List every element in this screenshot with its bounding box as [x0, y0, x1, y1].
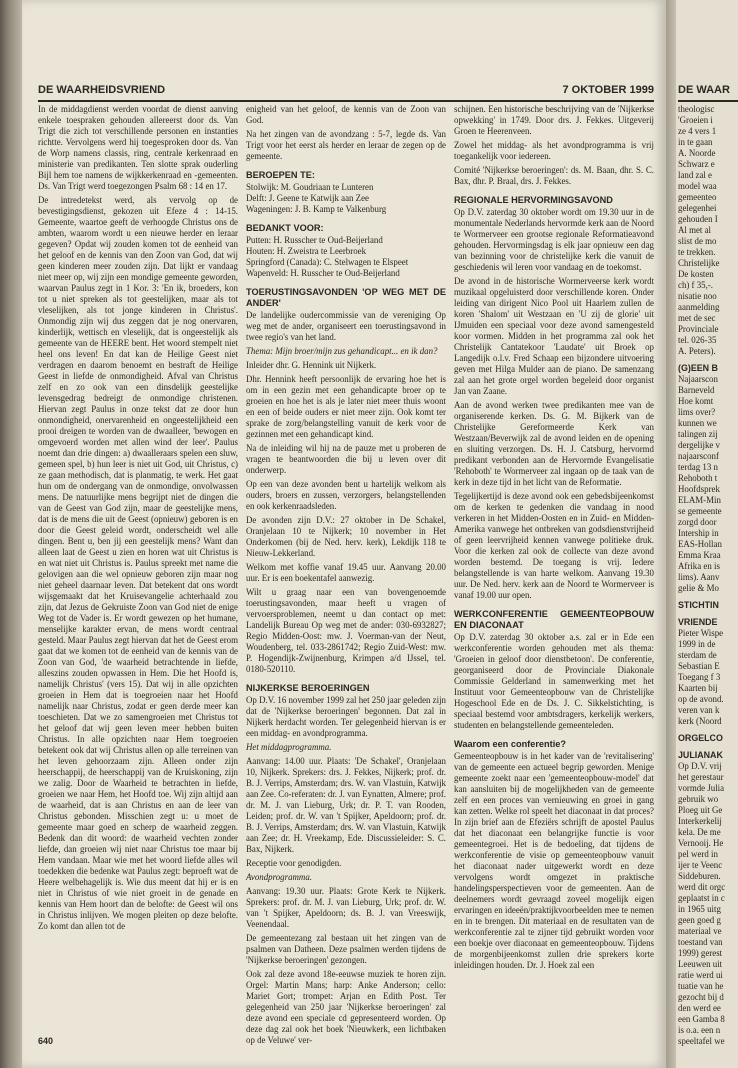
paragraph: Na de inleiding wil hij na de pauze met u proberen de vragen te beantwoorden die bij u leven over dit onderwerp. — [246, 443, 446, 475]
text-line: Interkerkelij — [678, 816, 722, 826]
text-line: 'Groeien i — [678, 115, 713, 125]
paragraph: schijnen. Een historische beschrijving van de 'Nijkerkse opwekking' in 1749. Door drs. J. Fekkes. Uitgeverij Groen te Heerenveen. — [454, 104, 654, 136]
list-item: Delft: J. Geene te Katwijk aan Zee — [246, 193, 369, 203]
text-line: Sebastian E — [678, 661, 720, 671]
paragraph: Ook zal deze avond 18e-eeuwse muziek te horen zijn. Orgel: Martin Mans; harp: Anke Anderson; cello: Mariet Gort; trompet: Arjan en Edith Post. Ter gelegenheid van 250 jaar 'Nijkerkse beroeringen' zal deze avond een speciale cd gepresenteerd worden. Op deze dag zal ook het boek 'Nieuwkerk, een lichtbaken op de Veluwe' ver- — [246, 969, 446, 1045]
paragraph: Dhr. Hennink heeft persoonlijk de ervaring hoe het is om in een gezin met een gehandicapte broer op te groeien en hoe het is als je later niet meer thuis woont en een of beide ouders er niet meer zijn. Ook komt ter sprake de zorg/belangstelling vanuit de kerk voor de gezinnen met een gehandicapt kind. — [246, 374, 446, 439]
text-line: zorgd door — [678, 517, 717, 527]
subheading-middag: Het middagprogramma. — [246, 742, 332, 752]
paragraph: Na het zingen van de avondzang : 5-7, legde ds. Van Trigt voor het eerst als herder en leraar de zegen op de gemeente. — [246, 129, 446, 161]
text-line: Toegang f 3 — [678, 672, 721, 682]
text-line: se gemeente — [678, 506, 722, 516]
text-line: land zal e — [678, 170, 713, 180]
text-line: (G)EEN B — [678, 363, 718, 373]
text-line: A. Peters). — [678, 346, 716, 356]
text-line: Kaarten bij — [678, 683, 718, 693]
text-line: ijer te Veenc — [678, 860, 723, 870]
paragraph: Wilt u graag naar een van bovengenoemde toerustingsavonden, maar heeft u vragen of vervoersproblemen, neemt u dan contact op met: Landelijk Bureau Op weg met de ander: 030-6932827; Regio Midden-Oost: mw. J. Voerman-van der Neut, Woudenberg, tel. 033-2861742; Regio Zuid-West: mw. P. Hogendijk-Zwijnenburg, Krimpen a/d IJssel, tel. 0180-520110. — [246, 587, 446, 674]
text-line: EAS-Hollan — [678, 539, 722, 549]
text-line: ratie werd ui — [678, 970, 723, 980]
text-line: JULIANAK — [678, 750, 723, 760]
text-line: 1999) gerest — [678, 948, 723, 958]
text-line: Barneveld — [678, 385, 715, 395]
text-line: slist de mo — [678, 236, 717, 246]
text-line: pel werd in — [678, 849, 718, 859]
next-page-header — [678, 82, 738, 102]
paragraph: De landelijke oudercommissie van de vereniging Op weg met de ander, organiseert een toerustingsavond in twee regio's van het land. — [246, 310, 446, 342]
text-line: lims). Aanv — [678, 572, 720, 582]
text-line: theologisc — [678, 104, 715, 114]
text-line: terdag 13 n — [678, 462, 718, 472]
text-line: kela. De me — [678, 827, 721, 837]
paragraph: Tegelijkertijd is deze avond ook een gebedsbijeenkomst om de kerken te gedenken die vandaag in nood verkeren in het Midden-Oosten en in Zuid- en Midden-Amerika vanwege het ontbreken van godsdienstvrijheid of geen leervrijheid kennen vanwege politieke druk. Voor die kerken zal ook de collecte van deze avond worden bestemd. De toegang is vrij. Iedere belangstellende is van harte welkom. Aanvang 19.30 uur. De Ned. herv. kerk aan de Noord te Wormerveer is vanaf 19.00 uur open. — [454, 491, 654, 600]
paragraph: De gemeentezang zal bestaan uit het zingen van de psalmen van Datheen. Deze psalmen werden tijdens de 'Nijkerkse beroeringen' gezongen. — [246, 933, 446, 965]
text-line: op de avond. — [678, 694, 724, 704]
text-line: ELAM-Min — [678, 495, 721, 505]
text-line: kerk (Noord — [678, 716, 722, 726]
text-line: Hoofdsprek — [678, 484, 720, 494]
text-line: gebruik wo — [678, 794, 719, 804]
text-line: te trekken. — [678, 247, 716, 257]
text-line: Schwarz e — [678, 159, 715, 169]
paragraph: Op D.V. zaterdag 30 oktober wordt om 19.30 uur in de monumentale Nederlands hervormde kerk aan de Noord te Wormerveer een grootse regionale Reformatieavond gehouden. Hervormingsdag is elk jaar opnieuw een dag van bezinning voor de christelijke kerk die vanuit de geschiedenis wil leren voor vandaag en de toekomst. — [454, 207, 654, 272]
paragraph: De avonden zijn D.V.: 27 oktober in De Schakel, Oranjelaan 10 te Nijkerk; 10 november in Het Onderkomen (bij de Ned. herv. kerk), Lekdijk 118 te Nieuw-Lekkerland. — [246, 515, 446, 558]
paragraph: Gemeenteopbouw is in het kader van de 'revitalisering' van de gemeente een actueel begrip geworden. Menige gemeente zoekt naar een 'gemeenteopbouw-model' dat kan aansluiten bij de mogelijkheden van de gemeente zelf en een proces van vernieuwing en groei in gang kan zetten. Welke rol speelt het diaconaat in dat proces? In zijn brief aan de Efeziërs schrijft de apostel Paulus dat het diaconaat een belangrijke functie is voor gemeentegroei. Het is de bedoeling, dat tijdens de werkconferentie de visie op gemeenteopbouw vanuit het diaconaat nader uitgewerkt wordt en deze vervolgens wordt omgezet in praktische handelingsperspectieven voor de gemeenten. Aan de deelnemers wordt gevraagd zoveel mogelijk eigen ervaringen en ideeën/praktijkvoorbeelden mee te nemen en in te brengen. Dit materiaal en de resultaten van de werkconferentie zal te zijner tijd gebruikt worden voor een boekje over diaconaat en gemeenteopbouw. Tijdens de morgenbijeenkomst zullen drie sprekers korte inleidingen houden. Dr. J. Hoek zal een — [454, 751, 654, 970]
text-line: den werd ee — [678, 1003, 721, 1013]
text-line: najaarsconf — [678, 451, 719, 461]
paragraph: Op D.V. zaterdag 30 oktober a.s. zal er in Ede een werkconferentie worden gehouden met als thema: 'Groeien in geloof door dienstbetoon'. De conferentie, georganiseerd door de Provinciale Diakonale Commissie Gelderland in samenwerking met het Instituut voor Gemeenteopbouw van de Christelijke Hogeschool Ede en de Ds. J. C. Sikkelstichting, is speciaal bestemd voor ambtsdragers, kerkelijk werkers, studenten en belangstellende gemeenteleden. — [454, 632, 654, 730]
text-line: gezocht bij d — [678, 992, 724, 1002]
text-line: veren van k — [678, 705, 720, 715]
text-line: Emma Kraa — [678, 550, 721, 560]
text-line: sterdam de — [678, 650, 717, 660]
text-line: STICHTIN — [678, 600, 719, 610]
text-line: gelegenhei — [678, 203, 717, 213]
text-line: geen goed g — [678, 915, 721, 925]
paragraph: Zowel het middag- als het avondprogramma is vrij toegankelijk voor iedereen. — [454, 140, 654, 161]
paragraph: Op een van deze avonden bent u hartelijk welkom als ouders, broers en zussen, verzorgers, belangstellenden en ook kerkenraadsleden. — [246, 479, 446, 511]
text-line: werd dit orgc — [678, 882, 726, 892]
text-line: materiaal ve — [678, 926, 722, 936]
text-line: een Gamba 8 — [678, 1014, 725, 1024]
book-spine — [0, 0, 22, 1068]
text-line: vormde Julia — [678, 783, 725, 793]
section-heading-toerusting: TOERUSTINGSAVONDEN 'OP WEG MET DE ANDER' — [246, 287, 446, 308]
text-line: kunnen we — [678, 418, 717, 428]
text-line: gelie & Mo — [678, 583, 719, 593]
text-line: 1999 in de — [678, 639, 716, 649]
paragraph: Inleider dhr. G. Hennink uit Nijkerk. — [246, 360, 377, 370]
subheading-avond: Avondprogramma. — [246, 872, 312, 882]
text-line: Ploeg uit Ge — [678, 805, 723, 815]
next-page-title: DE WAAR — [678, 84, 730, 96]
text-line: Vernooij. He — [678, 838, 724, 848]
text-line: Najaarscon — [678, 374, 718, 384]
text-line: Hoe komt — [678, 396, 714, 406]
publication-title: DE WAARHEIDSVRIEND — [38, 84, 166, 96]
paragraph: Receptie voor genodigden. — [246, 858, 342, 868]
next-page-column — [678, 104, 738, 1047]
section-heading-bedankt: BEDANKT VOOR: — [246, 223, 324, 233]
column-1 — [38, 104, 238, 1029]
running-header — [38, 82, 654, 102]
text-line: met de sec — [678, 313, 716, 323]
column-3 — [454, 104, 654, 1029]
page-right-partial — [676, 0, 738, 1068]
paragraph: Aanvang: 19.30 uur. Plaats: Grote Kerk te Nijkerk. Sprekers: prof. dr. M. J. van Lieburg, Urk; prof. dr. W. van 't Spijker, Apeldoorn; ds. B. J. van Vreeswijk, Veenendaal. — [246, 886, 446, 929]
text-line: geplaatst in c — [678, 893, 725, 903]
text-line: Intership in — [678, 528, 719, 538]
text-line: tel. 026-35 — [678, 335, 717, 345]
text-line: in te gaan — [678, 137, 713, 147]
text-line: in 1965 uitg — [678, 904, 721, 914]
page-number: 640 — [38, 1036, 54, 1046]
paragraph: De intredetekst werd, als vervolg op de bevestigingsdienst, gekozen uit Efeze 4 : 14-15. Gemeente, waartoe geeft de verhoogde Christus ons de ambten, waarom wordt u een nieuwe herder en leraar gegeven? Opdat wij zouden komen tot de eenheid van het geloof en de kennis van den Zoon van God, dat wij geen kinderen meer zouden zijn. Dat lijkt er vandaag niet meer op, wij zijn een mondige gemeente geworden, waarvan Paulus zegt in 1 Kor. 3: 'En ik, broeders, kon tot u niet spreken als tot geestelijken, maar als tot vleselijken, als tot jonge kinderen in Christus'. Onmondig zijn wij dus zeggen dat je nog onervaren, kinderlijk, wettisch en vleselijk, dat is ongeestelijk als gemeente van de HEERE bent. Het woord stempelt niet heel ons leven! En dat kan de Heilige Geest niet verdragen en daarom benoemt en bestraft de Heilige Geest in liefde de onmondigheid. Afval van Christus zelf en zo ook van een dinsdelijk geestelijke levensgedrag bedreigt de onmondige christenen. Hiervan zegt Paulus in onze tekst dat ze door hun onmondigheid, onervarenheid en ongeestelijkheid een prooi dreigen te worden van de dwaalleer, 'bewogen en omgevoerd worden met allen wind der leer'. Paulus noemt dan drie dingen: a) dwaalleraars spelen een sluw, gemeen spel, b) hun leer is niet uit God, uit Christus, c) ze gaan methodisch, dat is planmatig, te werk. Het gaat hun om de ondergang van de onmondige, onvolwassen mens. De natuurlijke mens begrijpt niet de dingen die van de Geest van God zijn, maar de geestelijke mens, dat is de mens die uit de Geest (opnieuw) geboren is en door die Geest geleid wordt, onderscheidt wel alle dingen. Bent u, ben jij een geestelijk mens? Want dan alleen laat de Geest u zien en horen wat uit Christus is en wat niet uit Christus is. Paulus spreekt met name die gelovigen aan die wel opnieuw geboren zijn maar nog niet geheel daarnaar leven. Dat betekent dat ons wordt wijsgemaakt dat het Kruisevangelie achterhaald zou zijn, dat Jezus de Gekruiste Zoon van God niet de enige Weg tot de Vader is. Er wordt gewezen op het humane, menselijke karakter ervan, de mens wordt centraal gesteld. Maar Paulus zegt hiervan dat het de Geest erom gaat dat we komen tot de eenheid van de kennis van de Zoon van God, 'de waarheid betrachtende in liefde, alleszins zouden opwassen in Hem. Die het Hoofd is, namelijk Christus' (vers 15). Dat wij in alle opzichten groeien in Hem dat is toegroeien naar het Hoofd namelijk naar Christus, zodat er geen derde meer kan toeschieten. Dat we zo samengroeien met Christus tot het geloof dat wij geen leven meer hebben buiten Christus. In alle opzichten naar Hem toegroeien betekent ook dat wij Christus allen op alle terreinen van het leven gehoorzaam zijn. Alleen onder zijn heerschappij, de heerschappij van de Kruiskoning, zijn we zalig. Door de Waarheid te betrachten in liefde, groeien we naar Hem, het Hoofd toe. Wij zijn altijd aan de waarheid, dat is aan Christus en aan de leer van Christus gebonden. Misschien zegt u: u moet de gemeente maar goed en scherp de waarheid zeggen. Bedenk dan dit woord: de waarheid vechten zonder liefde, dan groeien wij niet naar Christus toe maar bij Hem vandaan. Maar wie met het woord liefde alles wil toedekken die bedenke wat Paulus zegt: beproeft wat de Heere welbehagelijk is. Wie dus meent dat hij er is en niet in Christus of wie niet groeit in de genade en kennis van Hem hoort dan de belofte: de Geest wil ons in Christus inlijven. We mogen pleiten op deze belofte. Zo komt dan allen tot de — [38, 195, 238, 931]
text-line: Christelijke — [678, 258, 720, 268]
text-line: model waa — [678, 181, 717, 191]
column-2 — [246, 104, 446, 1045]
text-line: toestand van — [678, 937, 723, 947]
page-left — [22, 0, 666, 1068]
list-item: Putten: H. Russcher te Oud-Beijerland — [246, 235, 383, 245]
list-item: Stolwijk: M. Goudriaan te Lunteren — [246, 182, 374, 192]
text-line: talingen zij — [678, 429, 718, 439]
text-line: gehouden I — [678, 214, 718, 224]
text-line: is o.a. een n — [678, 1025, 721, 1035]
text-line: aanmelding — [678, 302, 720, 312]
text-line: Afrika en is — [678, 561, 720, 571]
text-line: De kosten — [678, 269, 714, 279]
text-line: Rehoboth t — [678, 473, 718, 483]
paragraph: Op D.V. 16 november 1999 zal het 250 jaar geleden zijn dat de 'Nijkerkse beroeringen' begonnen. Dat zal in Nijkerk herdacht worden. Ter gelegenheid hiervan is er een middag- en avondprogramma. — [246, 695, 446, 738]
text-line: Leeuwen uit — [678, 959, 723, 969]
text-line: ze 4 vers 1 — [678, 126, 717, 136]
paragraph: In de middagdienst werden voordat de dienst aanving enkele toespraken gehouden allereerst door ds. Van Trigt die zich tot verschillende personen en instanties richtte. Vervolgens werd hij toegesproken door ds. Van de Worp namens classis, ring, centrale kerkenraad en ministerie van predikanten. Ten slotte sprak ouderling Bijl hem toe namens de wijkkerkenraad en -gemeenten. Ds. Van Trigt werd toegezongen Psalm 68 : 14 en 17. — [38, 104, 238, 191]
text-line: speeltafel we — [678, 1036, 725, 1046]
text-line: Provinciale — [678, 324, 719, 334]
list-item: Springford (Canada): C. Stelwagen te Elspeet — [246, 257, 409, 267]
paragraph: De avond in de historische Wormerveerse kerk wordt muzikaal opgeluisterd door verschillende koren. Onder leiding van dirigent Nico Pool uit Haarlem zullen de koren 'Shalom' uit Westzaan en 'U zij de glorie' uit IJmuiden een speciaal voor deze avond samengesteld koor vormen. Midden in het programma zal ook het Christelijk Cantatekoor 'Laudate' uit Broek op Langedijk o.l.v. Fred Schaap een bijzondere uitvoering geven met Hilga Mulder aan de piano. De samenzang zal aan het grote orgel worden begeleid door organist Jan van Zaane. — [454, 276, 654, 396]
text-line: ch) f 35,-. — [678, 280, 713, 290]
text-line: het gerestaur — [678, 772, 724, 782]
text-line: lims over? — [678, 407, 716, 417]
text-line: Al met al — [678, 225, 712, 235]
section-heading-waarom: Waarom een conferentie? — [454, 739, 566, 749]
text-line: gemeenteo — [678, 192, 717, 202]
text-line: tuatie van he — [678, 981, 724, 991]
paragraph-theme: Thema: Mijn broer/mijn zus gehandicapt... en ik dan? — [246, 346, 438, 356]
text-line: A. Noorde — [678, 148, 716, 158]
paragraph: Aanvang: 14.00 uur. Plaats: 'De Schakel', Oranjelaan 10, Nijkerk. Sprekers: drs. J. Fekkes, Nijkerk; prof. dr. B. J. Verrips, Amsterdam; drs. W. van Vlastuin, Katwijk aan Zee. Co-referaten: dr. J. van Eynatten, Almere; prof. dr. M. J. van Lieburg, Urk; dr. P. T. van Rooden, Leiden; prof. dr. W. van 't Spijker, Apeldoorn; prof. dr. B. J. Verrips, Amsterdam; drs. W. van Vlastuin, Katwijk aan Zee; dr. H. Vreekamp, Ede. Discussieleider: S. C. Bax, Nijkerk. — [246, 756, 446, 854]
text-line: nisatie noo — [678, 291, 717, 301]
issue-date: 7 OKTOBER 1999 — [562, 84, 654, 96]
text-line: ORGELCO — [678, 733, 723, 743]
section-heading-werkconferentie: WERKCONFERENTIE GEMEENTEOPBOUW EN DIACONAAT — [454, 609, 654, 630]
text-line: Siddeburen. — [678, 871, 721, 881]
section-heading-hervormingsavond: REGIONALE HERVORMINGSAVOND — [454, 195, 613, 205]
book-gutter — [666, 0, 676, 1068]
paragraph: Aan de avond werken twee predikanten mee van de organiserende kerken. Ds. G. M. Bijkerk van de Christelijke Gereformeerde Kerk van Westzaan/Beverwijk zal de avond leiden en de opening en sluiting verzorgen. Ds. H. J. Catsburg, hervormd predikant verbonden aan de Hervormde Evangelisatie 'Rehoboth' te Wormerveer zal ingaan op de taak van de kerk in deze tijd in het licht van de Reformatie. — [454, 400, 654, 487]
text-line: dergelijke v — [678, 440, 720, 450]
list-item: Wapenveld: H. Russcher te Oud-Beijerland — [246, 268, 400, 278]
text-line: Op D.V. vrij — [678, 761, 722, 771]
text-line: Pieter Wispe — [678, 628, 724, 638]
paragraph: Comité 'Nijkerkse beroeringen': ds. M. Baan, dhr. S. C. Bax, dhr. P. Braal, drs. J. Fekkes. — [454, 165, 654, 186]
section-heading-nijkerk: NIJKERKSE BEROERINGEN — [246, 683, 370, 693]
paragraph: Welkom met koffie vanaf 19.45 uur. Aanvang 20.00 uur. Er is een boekentafel aanwezig. — [246, 562, 446, 583]
paragraph: enigheid van het geloof, de kennis van de Zoon van God. — [246, 104, 446, 125]
list-item: Wageningen: J. B. Kamp te Valkenburg — [246, 204, 387, 214]
text-line: VRIENDE — [678, 617, 718, 627]
list-item: Houten: H. Zweistra te Leerbroek — [246, 246, 367, 256]
section-heading-beroepen: BEROEPEN TE: — [246, 170, 315, 180]
